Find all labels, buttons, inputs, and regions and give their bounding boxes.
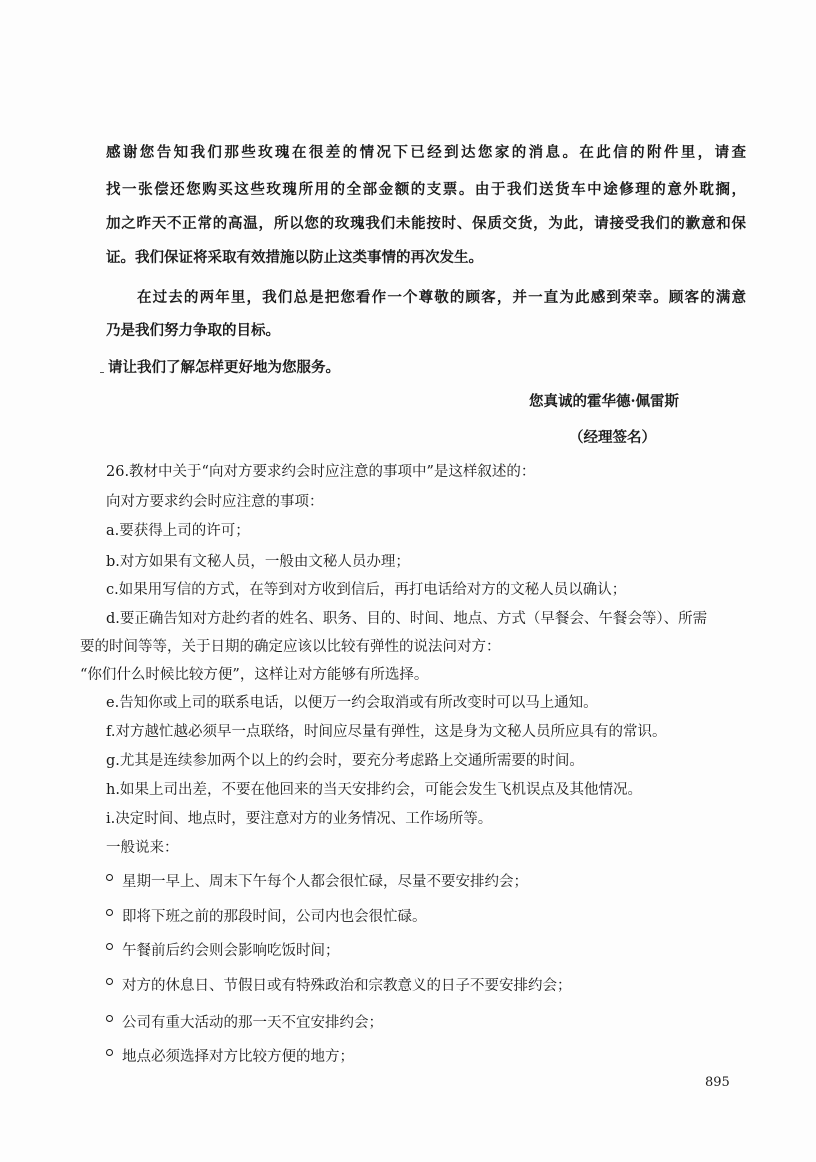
question-item-c: c.如果用写信的方式，在等到对方收到信后，再打电话给对方的文秘人员以确认； [106, 582, 627, 598]
question-intro: 向对方要求约会时应注意的事项： [106, 494, 324, 510]
question-title: 26.教材中关于“向对方要求约会时应注意的事项中”是这样叙述的： [106, 464, 536, 480]
bullet-item [106, 907, 427, 927]
question-item-d-line2: 要的时间等等，关于日期的确定应该以比较有弹性的说法问对方： [80, 639, 501, 655]
letter-signature-note: （经理签名） [569, 429, 656, 446]
letter-para1-line3: 加之昨天不正常的高温，所以您的玫瑰我们未能按时、保质交货，为此，请接受我们的歉意和保 [106, 215, 746, 232]
bullet-dot-icon [106, 874, 113, 881]
bullet-item [106, 872, 528, 892]
bullet-text: 地点必须选择对方比较方便的地方； [122, 1049, 354, 1065]
bullet-dot-icon [106, 1049, 113, 1056]
general-heading: 一般说来： [106, 840, 179, 856]
question-item-b: b.对方如果有文秘人员，一般由文秘人员办理； [106, 554, 410, 570]
bullet-item [106, 1047, 354, 1067]
letter-para1-line2: 找一张偿还您购买这些玫瑰所用的全部金额的支票。由于我们送货车中途修理的意外耽搁， [106, 181, 746, 198]
bullet-text: 星期一早上、周末下午每个人都会很忙碌，尽量不要安排约会； [122, 874, 528, 890]
letter-para1-line4: 证。我们保证将采取有效措施以防止这类事情的再次发生。 [106, 249, 483, 266]
letter-para1-line1: 感谢您告知我们那些玫瑰在很差的情况下已经到达您家的消息。在此信的附件里，请查 [106, 144, 746, 161]
letter-para3: 请让我们了解怎样更好地为您服务。 [108, 359, 340, 376]
question-item-h: h.如果上司出差，不要在他回来的当天安排约会，可能会发生飞机误点及其他情况。 [106, 782, 642, 798]
bullet-item [106, 976, 572, 996]
bullet-item [106, 1013, 383, 1033]
margin-mark [100, 372, 104, 373]
question-item-g: g.尤其是连续参加两个以上的约会时，要充分考虑路上交通所需要的时间。 [106, 753, 584, 769]
question-item-d-line1: d.要正确告知对方赴约者的姓名、职务、目的、时间、地点、方式（早餐会、午餐会等）、所需 [106, 611, 708, 627]
bullet-dot-icon [106, 978, 113, 985]
bullet-item [106, 941, 340, 961]
question-item-d-line3: “你们什么时候比较方便”，这样让对方能够有所选择。 [80, 667, 429, 683]
bullet-text: 对方的休息日、节假日或有特殊政治和宗教意义的日子不要安排约会； [122, 978, 572, 994]
question-item-a: a.要获得上司的许可； [106, 523, 250, 539]
letter-para2-line2: 乃是我们努力争取的目标。 [106, 322, 280, 339]
bullet-text: 午餐前后约会则会影响吃饭时间； [122, 943, 340, 959]
page-number: 895 [705, 1075, 730, 1090]
question-item-i: i.决定时间、地点时，要注意对方的业务情况、工作场所等。 [106, 811, 493, 827]
question-item-e: e.告知你或上司的联系电话，以便万一约会取消或有所改变时可以马上通知。 [106, 695, 598, 711]
bullet-text: 公司有重大活动的那一天不宜安排约会； [122, 1015, 383, 1031]
bullet-text: 即将下班之前的那段时间，公司内也会很忙碌。 [122, 909, 427, 925]
letter-closing: 您真诚的霍华德·佩雷斯 [529, 393, 680, 410]
bullet-dot-icon [106, 909, 113, 916]
letter-para2-line1: 在过去的两年里，我们总是把您看作一个尊敬的顾客，并一直为此感到荣幸。顾客的满意 [137, 289, 746, 306]
bullet-dot-icon [106, 943, 113, 950]
bullet-dot-icon [106, 1015, 113, 1022]
question-item-f: f.对方越忙越必须早一点联络，时间应尽量有弹性，这是身为文秘人员所应具有的常识。 [106, 724, 667, 740]
